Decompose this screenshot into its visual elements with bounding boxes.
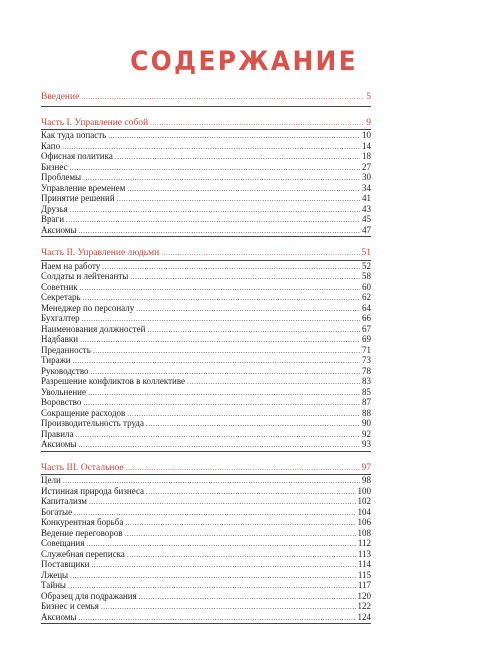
toc-entry-label: Менеджер по персоналу: [41, 302, 135, 313]
toc-entry-label: Управление временем: [41, 182, 126, 193]
toc-entry[interactable]: [41, 345, 371, 356]
dot-leader: [73, 356, 360, 367]
dot-leader: [86, 539, 355, 550]
toc-entry-page: 115: [357, 569, 371, 580]
toc-entry-page: 83: [362, 376, 371, 386]
toc-part-heading[interactable]: [41, 118, 371, 129]
toc-entry-page: 98: [362, 475, 371, 485]
toc-entry[interactable]: [41, 151, 371, 162]
toc-part-page: 97: [361, 462, 371, 473]
toc-entry-page: 71: [362, 344, 371, 355]
toc-entry-page: 113: [357, 548, 371, 559]
toc-entry[interactable]: [41, 183, 371, 194]
toc-entry[interactable]: [41, 282, 371, 293]
toc-entry-label: Служебная переписка: [41, 548, 125, 559]
toc-entry-label: Проблемы: [41, 172, 82, 182]
divider: [41, 236, 371, 237]
toc-entry-label: Конкурентная борьба: [41, 517, 124, 527]
toc-entry-label: Сокращение расходов: [41, 407, 126, 418]
toc-entry[interactable]: [41, 507, 371, 518]
toc-entry[interactable]: [41, 486, 371, 497]
toc-entry-page: 108: [357, 527, 371, 538]
dot-leader: [80, 283, 360, 294]
dot-leader: [146, 487, 355, 498]
toc-entry-label: Бизнес: [41, 161, 68, 172]
toc-entry-page: 90: [362, 418, 371, 428]
toc-entry-page: 104: [357, 506, 371, 517]
toc-entry-label: Введение: [41, 92, 80, 102]
toc-entry[interactable]: [41, 271, 371, 282]
toc-entry[interactable]: [41, 528, 371, 539]
toc-entry[interactable]: [41, 324, 371, 335]
toc-entry[interactable]: [41, 591, 371, 602]
toc-entry[interactable]: [41, 130, 371, 141]
toc-entry-page: 18: [362, 151, 371, 161]
toc-entry-page: 47: [362, 224, 371, 235]
toc-entry[interactable]: [41, 261, 371, 272]
toc-entry[interactable]: [41, 313, 371, 324]
toc-entry-page: 45: [362, 214, 371, 224]
divider: [41, 623, 371, 624]
dot-leader: [93, 346, 360, 357]
toc-entry-label: Капитализм: [41, 496, 87, 506]
toc-entry-page: 78: [362, 365, 371, 376]
toc-entry[interactable]: [41, 366, 371, 377]
dot-leader: [108, 131, 360, 142]
dot-leader: [139, 592, 356, 603]
toc-entry-page: 87: [362, 397, 371, 407]
page-title: СОДЕРЖАНИЕ: [130, 46, 358, 77]
toc-entry-label: Совещания: [41, 538, 85, 548]
dot-leader: [127, 550, 356, 561]
toc-entry-label: Цели: [41, 475, 61, 485]
toc-entry-page: 58: [362, 271, 371, 281]
toc-entry-page: 41: [362, 193, 371, 203]
toc-entry[interactable]: [41, 193, 371, 204]
dot-leader: [79, 613, 356, 624]
divider: [41, 451, 371, 452]
toc-entry[interactable]: [41, 387, 371, 398]
toc-part-title: Часть I. Управление собой: [41, 117, 149, 128]
toc-entry-page: 93: [362, 439, 371, 449]
toc-entry-page: 69: [362, 334, 371, 344]
toc-entry-page: 112: [357, 538, 371, 548]
toc-entry-page: 66: [362, 313, 371, 323]
toc-entry[interactable]: [41, 538, 371, 549]
divider: [41, 106, 371, 107]
dot-leader: [125, 529, 356, 540]
toc-entry-label: Враги: [41, 214, 65, 224]
dot-leader: [150, 118, 364, 129]
dot-leader: [76, 430, 360, 441]
dot-leader: [136, 304, 360, 315]
toc-entry[interactable]: [41, 225, 371, 236]
toc-entry[interactable]: [41, 439, 371, 450]
toc-entry-label: Правила: [41, 428, 74, 439]
dot-leader: [79, 226, 360, 237]
toc-entry-label: Надбавки: [41, 334, 79, 344]
toc-entry-page: 62: [362, 292, 371, 302]
toc-part-page: 51: [361, 248, 371, 258]
toc-part-heading[interactable]: [41, 463, 371, 474]
toc-entry-page: 43: [362, 203, 371, 214]
toc-entry-label: Образец для подражания: [41, 590, 137, 601]
toc-entry[interactable]: [41, 475, 371, 486]
toc-entry[interactable]: [41, 601, 371, 612]
toc-entry-label: Принятие решений: [41, 193, 115, 203]
toc-entry[interactable]: [41, 517, 371, 528]
toc-entry[interactable]: [41, 429, 371, 440]
toc-entry-page: 120: [357, 590, 371, 601]
toc-entry-page: 30: [362, 172, 371, 182]
dot-leader: [89, 497, 356, 508]
dot-leader: [79, 440, 360, 451]
toc-entry-label: Аксиомы: [41, 611, 77, 622]
toc-entry-page: 102: [357, 496, 371, 506]
toc-part-page: 9: [366, 117, 371, 128]
dot-leader: [91, 560, 355, 571]
toc-entry-label: Богатые: [41, 506, 73, 517]
toc-entry[interactable]: [41, 334, 371, 345]
toc-entry-label: Наименования должностей: [41, 323, 146, 334]
toc-entry-page: 27: [362, 161, 371, 172]
dot-leader: [127, 409, 360, 420]
toc-entry-label: Производительность труда: [41, 418, 144, 428]
toc-entry-label: Руководство: [41, 365, 89, 376]
toc-entry[interactable]: [41, 141, 371, 152]
toc-entry-page: 124: [357, 611, 371, 622]
dot-leader: [88, 388, 360, 399]
toc-entry-page: 122: [357, 601, 371, 611]
toc-entry[interactable]: [41, 172, 371, 183]
dot-leader: [66, 215, 360, 226]
toc-entry[interactable]: [41, 612, 371, 623]
dot-leader: [127, 184, 360, 195]
dot-leader: [102, 262, 360, 273]
toc-entry-label: Тайны: [41, 580, 66, 590]
toc-part-title: Часть II. Управление людьми: [41, 248, 160, 258]
toc-entry-page: 117: [357, 580, 371, 590]
toc-entry-page: 67: [362, 323, 371, 334]
toc-entry-label: Бизнес и семья: [41, 601, 99, 611]
dot-leader: [125, 518, 355, 529]
toc-entry[interactable]: [41, 397, 371, 408]
toc-entry-page: 100: [357, 485, 371, 496]
toc-entry-label: Ведение переговоров: [41, 527, 123, 538]
toc-entry-label: Советник: [41, 281, 78, 292]
toc-entry-label: Капо: [41, 140, 61, 151]
toc-entry-label: Воровство: [41, 397, 82, 407]
toc-entry-page: 92: [362, 428, 371, 439]
toc-entry-label: Аксиомы: [41, 224, 77, 235]
toc-entry-page: 114: [357, 559, 371, 569]
toc-entry-label: Аксиомы: [41, 439, 77, 449]
toc-entry-page: 60: [362, 281, 371, 292]
toc-entry-label: Преданность: [41, 344, 91, 355]
dot-leader: [187, 377, 360, 388]
dot-leader: [81, 92, 364, 103]
toc-entry-label: Тиражи: [41, 355, 71, 365]
toc-entry-page: 52: [362, 260, 371, 271]
toc-entry-label: Секретарь: [41, 292, 81, 302]
toc-entry[interactable]: [41, 496, 371, 507]
toc-entry-label: Истинная природа бизнеса: [41, 485, 145, 496]
toc-entry-label: Как туда попасть: [41, 130, 107, 140]
toc-entry[interactable]: [41, 580, 371, 591]
toc-entry[interactable]: [41, 214, 371, 225]
dot-leader: [147, 325, 360, 336]
dot-leader: [117, 194, 360, 205]
dot-leader: [70, 163, 360, 174]
dot-leader: [146, 419, 360, 430]
toc-entry-page: 5: [366, 92, 371, 102]
toc-entry[interactable]: [41, 292, 371, 303]
toc-entry-label: Бухгалтер: [41, 313, 80, 323]
toc-entry-page: 85: [362, 386, 371, 397]
toc-part-title: Часть III. Остальное: [41, 462, 124, 473]
toc-entry-label: Лжецы: [41, 569, 69, 580]
toc-entry-label: Поставщики: [41, 559, 90, 569]
toc-entry-page: 34: [362, 182, 371, 193]
toc-entry[interactable]: [41, 162, 371, 173]
dot-leader: [130, 272, 360, 283]
dot-leader: [115, 152, 360, 163]
dot-leader: [70, 205, 360, 216]
toc-entry[interactable]: [41, 204, 371, 215]
toc-entry[interactable]: [41, 418, 371, 429]
toc-entry-page: 106: [357, 517, 371, 527]
dot-leader: [70, 571, 356, 582]
toc-entry-page: 73: [362, 355, 371, 365]
dot-leader: [126, 463, 360, 474]
toc-entry[interactable]: [41, 355, 371, 366]
toc-entry-page: 14: [362, 140, 371, 151]
toc-entry-label: Друзья: [41, 203, 68, 214]
dot-leader: [161, 248, 359, 259]
toc-entry-page: 64: [362, 302, 371, 313]
dot-leader: [101, 602, 356, 613]
toc-entry-intro[interactable]: [41, 92, 371, 103]
toc-entry-page: 88: [362, 407, 371, 418]
toc-entry[interactable]: [41, 549, 371, 560]
toc-entry-label: Увольнение: [41, 386, 86, 397]
toc-entry-label: Наем на работу: [41, 260, 101, 271]
toc-entry-page: 10: [362, 130, 371, 140]
toc-entry-label: Солдаты и лейтенанты: [41, 271, 129, 281]
table-of-contents: [41, 92, 371, 624]
toc-entry[interactable]: [41, 303, 371, 314]
toc-entry[interactable]: [41, 559, 371, 570]
toc-entry[interactable]: [41, 376, 371, 387]
toc-entry[interactable]: [41, 408, 371, 419]
toc-entry[interactable]: [41, 570, 371, 581]
toc-entry-label: Офисная политика: [41, 151, 113, 161]
toc-part-heading[interactable]: [41, 248, 371, 259]
dot-leader: [80, 335, 360, 346]
toc-entry-label: Разрешение конфликтов в коллективе: [41, 376, 186, 386]
